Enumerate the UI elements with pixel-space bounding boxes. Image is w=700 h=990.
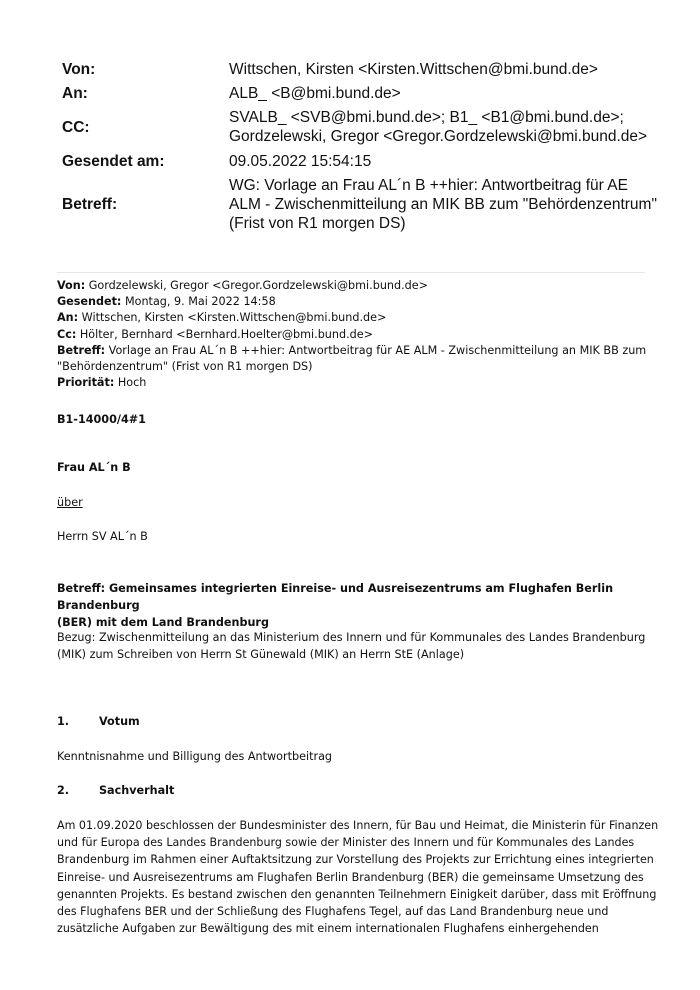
via-label: über bbox=[57, 496, 83, 509]
fwd-value: Montag, 9. Mai 2022 14:58 bbox=[124, 295, 276, 309]
header-value-line: 09.05.2022 15:54:15 bbox=[229, 152, 372, 170]
subject-line: (BER) mit dem Land Brandenburg bbox=[57, 616, 269, 630]
section-1-text: Kenntnisnahme und Billigung des Antwortbeitrag bbox=[57, 750, 333, 763]
header-label: Gesendet am: bbox=[62, 152, 165, 170]
header-label: Von: bbox=[62, 60, 96, 78]
section-number: 1. bbox=[57, 715, 70, 728]
header-value-line: Gordzelewski, Gregor <Gregor.Gordzelewski@bmi.bund.de> bbox=[229, 128, 648, 145]
email-header-table bbox=[62, 58, 662, 236]
fwd-label: Betreff: bbox=[57, 343, 106, 357]
section-title: Sachverhalt bbox=[99, 784, 175, 797]
header-row-cc bbox=[62, 106, 662, 148]
recipient: Frau AL´n B bbox=[57, 461, 131, 474]
paragraph-line: genannten Projekts. Es bestand zwischen den genannten Teilnehmern Einigkeit darüber, dass mit Eröffnung bbox=[57, 887, 657, 901]
header-value bbox=[229, 176, 662, 233]
header-label: An: bbox=[62, 84, 88, 102]
section-number: 2. bbox=[57, 784, 70, 797]
fwd-sent bbox=[57, 294, 647, 310]
fwd-value: Vorlage an Frau AL´n B ++hier: Antwortbeitrag für AE ALM - Zwischenmitteilung an MIK BB zum bbox=[108, 343, 647, 357]
paragraph-line: zusätzliche Aufgaben zur Bewältigung des mit einem internationalen Flughafens einhergehenden bbox=[57, 922, 599, 936]
fwd-subject-cont: "Behördenzentrum" (Frist von R1 morgen DS) bbox=[57, 360, 313, 374]
fwd-label: Priorität: bbox=[57, 376, 115, 390]
header-label: Betreff: bbox=[62, 195, 118, 213]
header-value-line: SVALB_ <SVB@bmi.bund.de>; B1_ <B1@bmi.bund.de>; bbox=[229, 109, 624, 126]
fwd-subject bbox=[57, 343, 647, 359]
header-value bbox=[229, 108, 662, 146]
fwd-cc bbox=[57, 327, 647, 343]
header-label: CC: bbox=[62, 118, 90, 136]
subject-block bbox=[57, 580, 647, 632]
header-value-line: ALM - Zwischenmitteilung an MIK BB zum "Behördenzentrum" bbox=[229, 195, 657, 213]
paragraph-line: Einreise- und Ausreisezentrums am Flughafen Berlin Brandenburg (BER) die gemeinsame Umsetzung des bbox=[57, 870, 644, 884]
header-row-to bbox=[62, 82, 662, 104]
paragraph-line: Am 01.09.2020 beschlossen der Bundesminister des Innern, für Bau und Heimat, die Ministerin für Finanzen bbox=[57, 819, 659, 832]
reference-line: Bezug: Zwischenmitteilung an das Ministerium des Innern und für Kommunales des Landes Brandenburg bbox=[57, 631, 646, 644]
forwarded-header bbox=[57, 278, 647, 391]
fwd-to bbox=[57, 310, 647, 326]
paragraph-line: und für Europa des Landes Brandenburg sowie der Minister des Innern und für Kommunales des Landes bbox=[57, 836, 635, 850]
header-value-line: (Frist von R1 morgen DS) bbox=[229, 214, 406, 232]
header-row-subject bbox=[62, 174, 662, 234]
section-2-text bbox=[57, 817, 659, 937]
paragraph-line: des Flughafens BER und der Schließung des Flughafens Tegel, auf das Land Brandenburg neue und bbox=[57, 905, 609, 919]
section-title: Votum bbox=[99, 715, 140, 728]
reference-line: (MIK) zum Schreiben von Herrn St Günewald (MIK) an Herrn StE (Anlage) bbox=[57, 648, 465, 662]
section-2-heading bbox=[57, 782, 647, 799]
subject-line: Betreff: Gemeinsames integrierten Einreise- und Ausreisezentrums am Flughafen Berlin Brandenburg bbox=[57, 582, 614, 613]
separator-line bbox=[57, 272, 645, 273]
header-value-line: ALB_ <B@bmi.bund.de> bbox=[229, 84, 401, 102]
fwd-value: Hölter, Bernhard <Bernhard.Hoelter@bmi.bund.de> bbox=[79, 327, 373, 341]
header-row-sent bbox=[62, 150, 662, 172]
fwd-from bbox=[57, 278, 647, 294]
fwd-label: An: bbox=[57, 311, 79, 325]
fwd-value: Gordzelewski, Gregor <Gregor.Gordzelewski@bmi.bund.de> bbox=[88, 279, 429, 292]
fwd-value: Wittschen, Kirsten <Kirsten.Wittschen@bmi.bund.de> bbox=[81, 311, 387, 325]
fwd-label: Cc: bbox=[57, 327, 77, 341]
paragraph-line: Brandenburg im Rahmen einer Auftaktsitzung zur Vorstellung des Projekts zur Errichtung eines integrierten bbox=[57, 853, 654, 867]
reference-block bbox=[57, 629, 647, 663]
fwd-label: Von: bbox=[57, 279, 86, 292]
fwd-priority bbox=[57, 375, 647, 391]
file-reference: B1-14000/4#1 bbox=[57, 413, 146, 426]
header-value bbox=[229, 84, 662, 103]
via-recipient: Herrn SV AL´n B bbox=[57, 530, 148, 543]
header-row-from bbox=[62, 58, 662, 80]
header-value bbox=[229, 60, 662, 79]
header-value bbox=[229, 152, 662, 171]
fwd-value: Hoch bbox=[117, 376, 147, 390]
header-value-line: WG: Vorlage an Frau AL´n B ++hier: Antwortbeitrag für AE bbox=[229, 176, 628, 194]
fwd-label: Gesendet: bbox=[57, 295, 122, 309]
header-value-line: Wittschen, Kirsten <Kirsten.Wittschen@bmi.bund.de> bbox=[229, 60, 598, 78]
section-1-heading bbox=[57, 713, 647, 730]
